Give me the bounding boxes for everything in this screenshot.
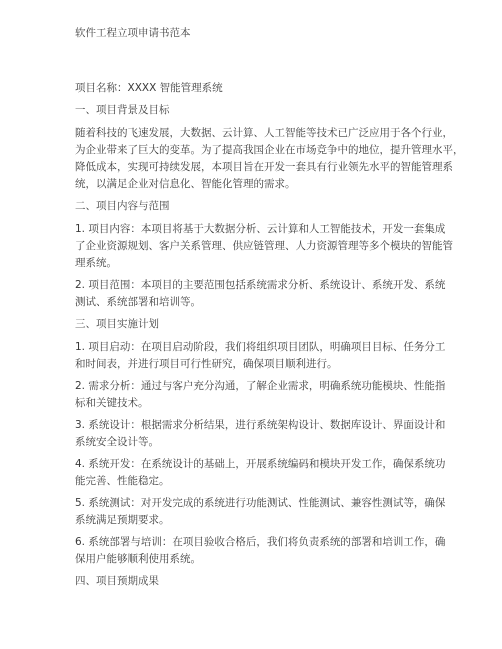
section-4-heading: 四、项目预期成果: [75, 575, 159, 587]
section-1-line: 为企业带来了巨大的变革。为了提高我国企业在市场竞争中的地位，提升管理水平，: [75, 144, 464, 156]
section-3-item-5-line: 5. 系统测试：对开发完成的系统进行功能测试、性能测试、兼容性测试等，确保: [75, 497, 446, 509]
section-3-item-2-line: 2. 需求分析：通过与客户充分沟通，了解企业需求，明确系统功能模块、性能指: [75, 380, 446, 392]
section-1-heading: 一、项目背景及目标: [75, 104, 170, 116]
section-3-item-6-line: 6. 系统部署与培训：在项目验收合格后，我们将负责系统的部署和培训工作，确: [75, 536, 446, 548]
section-3-item-5-line: 系统满足预期要求。: [75, 514, 170, 526]
section-3-item-1-line: 和时间表，并进行项目可行性研究，确保项目顺利进行。: [75, 358, 338, 370]
section-3-item-4-line: 能完善、性能稳定。: [75, 475, 170, 487]
section-1-line: 降低成本，实现可持续发展，本项目旨在开发一套具有行业领先水平的智能管理系: [75, 161, 453, 173]
section-3-item-1-line: 1. 项目启动：在项目启动阶段，我们将组织项目团队，明确项目目标、任务分工: [75, 341, 446, 353]
section-2-heading: 二、项目内容与范围: [75, 200, 170, 212]
section-3-heading: 三、项目实施计划: [75, 318, 159, 330]
section-2-item-1-line: 理系统。: [75, 257, 117, 269]
section-2-item-2-line: 2. 项目范围：本项目的主要范围包括系统需求分析、系统设计、系统开发、系统: [75, 279, 446, 291]
section-3-item-2-line: 标和关键技术。: [75, 397, 149, 409]
section-3-item-4-line: 4. 系统开发：在系统设计的基础上，开展系统编码和模块开发工作，确保系统功: [75, 458, 446, 470]
section-2-item-2-line: 测试、系统部署和培训等。: [75, 296, 201, 308]
section-2-item-1-line: 1. 项目内容：本项目将基于大数据分析、云计算和人工智能技术，开发一套集成: [75, 223, 446, 235]
section-2-item-1-line: 了企业资源规划、客户关系管理、供应链管理、人力资源管理等多个模块的智能管: [75, 240, 453, 252]
project-name: 项目名称：XXXX 智能管理系统: [75, 82, 223, 94]
section-3-item-6-line: 保用户能够顺利使用系统。: [75, 553, 201, 565]
section-1-line: 随着科技的飞速发展，大数据、云计算、人工智能等技术已广泛应用于各个行业，: [75, 127, 453, 139]
section-1-line: 统，以满足企业对信息化、智能化管理的需求。: [75, 178, 296, 190]
document-title: 软件工程立项申请书范本: [75, 27, 191, 39]
section-3-item-3-line: 系统安全设计等。: [75, 436, 159, 448]
section-3-item-3-line: 3. 系统设计：根据需求分析结果，进行系统架构设计、数据库设计、界面设计和: [75, 419, 446, 431]
